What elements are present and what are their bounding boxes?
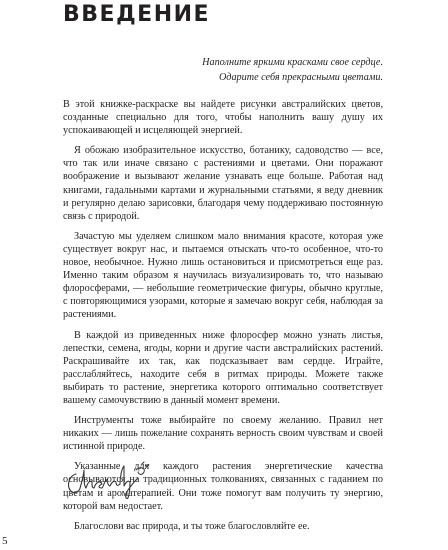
paragraph-7: Благослови вас природа, и ты тоже благословляйте ее. (74, 520, 310, 532)
epigraph-line-2: Одарите себя прекрасными цветами. (218, 72, 383, 83)
epigraph (63, 55, 383, 85)
author-signature (58, 452, 158, 502)
paragraph-5: Инструменты тоже выбирайте по своему желанию. Правил нет никаких — лишь пожелание сохранять верность своим чувствам и своей истинной природе. (63, 415, 383, 453)
page-title: ВВЕДЕНИЕ (63, 2, 211, 27)
paragraph-6: Указанные для каждого растения энергетические качества основываются на традиционных толкованиях, связанных с гаданием по цветам и ароматерапией. Они тоже помогут вам получить ту энергию, которой вам недостает. (63, 461, 383, 512)
paragraph-3: Зачастую мы уделяем слишком мало внимания красоте, которая уже существует вокруг нас, и пытаемся отыскать что-то особенное, что-то новое, необычное. Нужно лишь остановиться и присмотреться еще раз. Именно таким образом я научилась визуализировать то, что называю флоросферами, — небольшие геометрические фигуры, обычно круглые, с повторяющимися узорами, которые я замечаю вокруг себя, наблюдая за растениями. (63, 230, 383, 321)
page-number: 5 (2, 535, 8, 547)
paragraph-2: Я обожаю изобразительное искусство, ботанику, садоводство — все, что так или иначе связано с растениями и цветами. Они поражают воображение и вызывают желание узнавать еще больше. Работая над книгами, гадальными картами и журнальными статьями, я веду дневник и регулярно делаю зарисовки, благодаря чему поддерживаю постоянную связь с природой. (63, 145, 383, 222)
paragraph-4: В каждой из приведенных ниже флоросфер можно узнать листья, лепестки, семена, ягоды, корни и другие части австралийских растений. Раскрашивайте их так, как подсказывает вам сердце. Играйте, расслабляйтесь, находите себя в ритмах природы. Можете также выбирать то растение, энергетика которого оптимально соответствует вашему самочувствию в данный момент времени. (63, 329, 383, 406)
epigraph-line-1: Наполните яркими красками свое сердце. (202, 57, 383, 68)
paragraph-1: В этой книжке-раскраске вы найдете рисунки австралийских цветов, созданные специально для того, чтобы наполнить вашу душу их успокаивающей и исцеляющей энергией. (63, 99, 383, 137)
